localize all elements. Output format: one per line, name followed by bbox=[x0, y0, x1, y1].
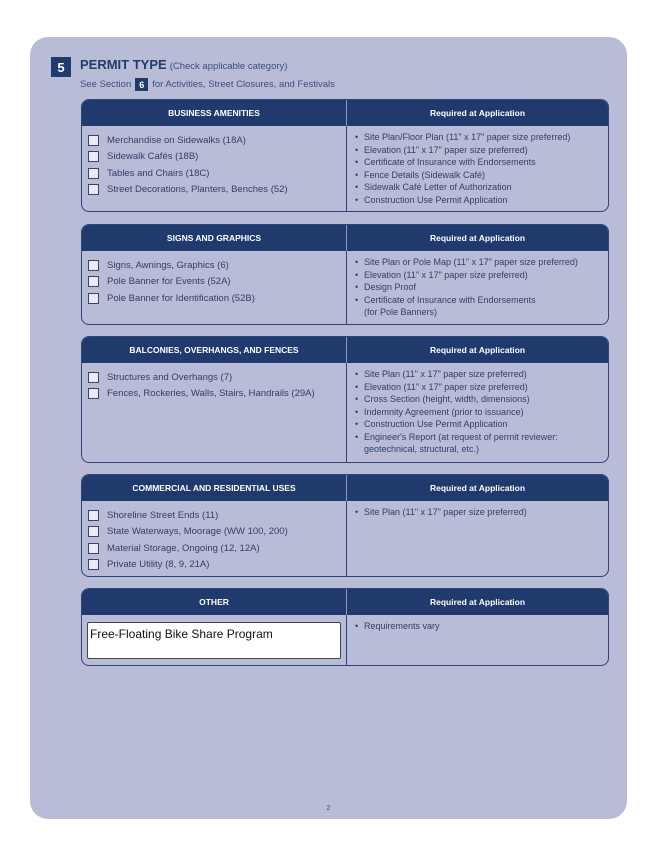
other-text-field[interactable]: Free-Floating Bike Share Program bbox=[87, 622, 341, 659]
option-label: Pole Banner for Identification (52B) bbox=[107, 292, 255, 304]
option-list bbox=[82, 251, 347, 324]
checkbox[interactable] bbox=[88, 151, 99, 162]
requirement-item: • Elevation (11" x 17" paper size preferred) bbox=[355, 144, 608, 157]
requirement-item: • Elevation (11" x 17" paper size preferred) bbox=[355, 269, 608, 282]
option-row[interactable] bbox=[88, 524, 346, 541]
checkbox[interactable] bbox=[88, 184, 99, 195]
required-header: Required at Application bbox=[429, 345, 526, 355]
option-row[interactable] bbox=[88, 369, 346, 386]
block-header bbox=[82, 225, 608, 251]
option-row[interactable] bbox=[88, 507, 346, 524]
block-other bbox=[81, 588, 609, 666]
other-input-area bbox=[82, 615, 347, 665]
option-row[interactable] bbox=[88, 386, 346, 403]
option-label: Shoreline Street Ends (11) bbox=[107, 509, 219, 521]
requirement-item: • Construction Use Permit Application bbox=[355, 418, 608, 431]
requirement-item: • Site Plan/Floor Plan (11" x 17" paper size preferred) bbox=[355, 131, 608, 144]
requirements-list bbox=[355, 368, 608, 456]
option-label: Private Utility (8, 9, 21A) bbox=[107, 559, 210, 571]
block-balconies-overhangs-fences bbox=[81, 336, 609, 463]
checkbox[interactable] bbox=[88, 388, 99, 399]
required-header: Required at Application bbox=[429, 597, 526, 607]
requirement-item: • Certificate of Insurance with Endorsements bbox=[355, 156, 608, 169]
block-header bbox=[82, 100, 608, 126]
category-header: SIGNS AND GRAPHICS bbox=[82, 225, 347, 251]
requirements-list bbox=[355, 506, 608, 519]
checkbox[interactable] bbox=[88, 260, 99, 271]
required-header: Required at Application bbox=[429, 483, 526, 493]
page-number: 2 bbox=[326, 805, 331, 812]
checkbox[interactable] bbox=[88, 543, 99, 554]
requirement-item: • Design Proof bbox=[355, 281, 608, 294]
option-row[interactable] bbox=[88, 540, 346, 557]
requirements-list bbox=[355, 256, 608, 319]
option-label: State Waterways, Moorage (WW 100, 200) bbox=[107, 526, 288, 538]
requirement-item: • Fence Details (Sidewalk Café) bbox=[355, 169, 608, 182]
requirement-item: • Site Plan or Pole Map (11" x 17" paper size preferred) bbox=[355, 256, 608, 269]
requirement-item: • Indemnity Agreement (prior to issuance) bbox=[355, 406, 608, 419]
category-header: BUSINESS AMENITIES bbox=[82, 100, 347, 126]
option-row[interactable] bbox=[88, 182, 346, 199]
requirement-item: • Site Plan (11" x 17" paper size preferred) bbox=[355, 506, 608, 519]
requirement-item: • Sidewalk Café Letter of Authorization bbox=[355, 181, 608, 194]
checkbox[interactable] bbox=[88, 276, 99, 287]
checkbox[interactable] bbox=[88, 135, 99, 146]
option-row[interactable] bbox=[88, 165, 346, 182]
option-list bbox=[82, 501, 347, 576]
block-signs-and-graphics bbox=[81, 224, 609, 325]
section-title bbox=[80, 57, 287, 72]
option-list bbox=[82, 363, 347, 462]
block-header bbox=[82, 475, 608, 501]
requirements-list bbox=[355, 620, 608, 633]
option-list bbox=[82, 126, 347, 211]
requirement-item: • Engineer's Report (at request of permit reviewer: bbox=[355, 431, 608, 444]
required-header: Required at Application bbox=[429, 108, 526, 118]
section-title-text: PERMIT TYPE bbox=[80, 57, 167, 72]
option-label: Fences, Rockeries, Walls, Stairs, Handrails (29A) bbox=[107, 388, 315, 400]
checkbox[interactable] bbox=[88, 372, 99, 383]
option-row[interactable] bbox=[88, 257, 346, 274]
requirement-item: • Cross Section (height, width, dimensions) bbox=[355, 393, 608, 406]
option-label: Pole Banner for Events (52A) bbox=[107, 276, 231, 288]
block-header bbox=[82, 589, 608, 615]
option-label: Tables and Chairs (18C) bbox=[107, 167, 210, 179]
see-section-badge: 6 bbox=[135, 78, 148, 91]
requirement-item: • Requirements vary bbox=[355, 620, 608, 633]
checkbox[interactable] bbox=[88, 559, 99, 570]
option-label: Structures and Overhangs (7) bbox=[107, 371, 233, 383]
requirement-item-continued: (for Pole Banners) bbox=[364, 307, 438, 317]
requirement-item: • Elevation (11" x 17" paper size preferred) bbox=[355, 381, 608, 394]
requirement-item: • Site Plan (11" x 17" paper size preferred) bbox=[355, 368, 608, 381]
category-header: OTHER bbox=[82, 589, 347, 615]
option-label: Sidewalk Cafés (18B) bbox=[107, 151, 199, 163]
checkbox[interactable] bbox=[88, 526, 99, 537]
block-commercial-residential-uses bbox=[81, 474, 609, 577]
see-section-note bbox=[80, 78, 335, 91]
option-label: Merchandise on Sidewalks (18A) bbox=[107, 134, 246, 146]
option-label: Signs, Awnings, Graphics (6) bbox=[107, 259, 229, 271]
requirements-list bbox=[355, 131, 608, 206]
required-header: Required at Application bbox=[429, 233, 526, 243]
section-subtitle: (Check applicable category) bbox=[169, 61, 288, 72]
option-label: Street Decorations, Planters, Benches (52) bbox=[107, 184, 288, 196]
checkbox[interactable] bbox=[88, 510, 99, 521]
permit-form-page bbox=[30, 37, 627, 819]
option-row[interactable] bbox=[88, 149, 346, 166]
category-header: COMMERCIAL AND RESIDENTIAL USES bbox=[82, 475, 347, 501]
block-business-amenities bbox=[81, 99, 609, 212]
requirement-item: • Construction Use Permit Application bbox=[355, 194, 608, 207]
option-row[interactable] bbox=[88, 557, 346, 574]
option-row[interactable] bbox=[88, 132, 346, 149]
see-prefix: See Section bbox=[80, 79, 132, 90]
block-header bbox=[82, 337, 608, 363]
option-label: Material Storage, Ongoing (12, 12A) bbox=[107, 542, 260, 554]
requirement-item: • Certificate of Insurance with Endorsements bbox=[355, 294, 608, 307]
option-row[interactable] bbox=[88, 274, 346, 291]
section-number-badge: 5 bbox=[51, 57, 71, 77]
see-suffix: for Activities, Street Closures, and Festivals bbox=[152, 79, 335, 90]
checkbox[interactable] bbox=[88, 293, 99, 304]
checkbox[interactable] bbox=[88, 168, 99, 179]
requirement-item-continued: geotechnical, structural, etc.) bbox=[364, 444, 480, 454]
category-header: BALCONIES, OVERHANGS, AND FENCES bbox=[82, 337, 347, 363]
option-row[interactable] bbox=[88, 290, 346, 307]
